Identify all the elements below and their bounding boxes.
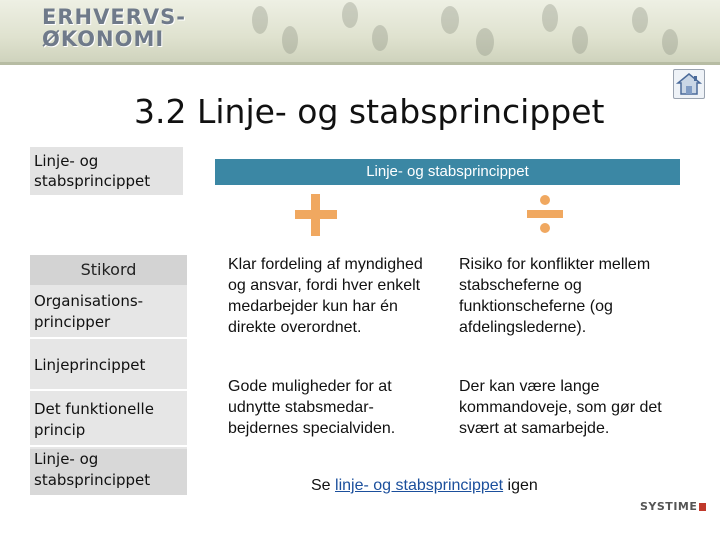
plus-icon bbox=[295, 194, 337, 236]
pro-point-1: Klar fordeling af myndighed og ansvar, fordi hver enkelt medarbejder kun har én direkte overordnet. bbox=[228, 256, 423, 336]
sidebar-divider bbox=[30, 337, 187, 339]
con-point-1: Risiko for konflikter mellem stabscheferne og funktionscheferne (og afdelingslederne). bbox=[459, 256, 651, 336]
sidebar-item-label: Linje- og stabsprincippet bbox=[34, 450, 151, 489]
footprints-decoration bbox=[200, 0, 720, 62]
current-topic-label: Linje- og stabsprincippet bbox=[30, 147, 183, 195]
divide-icon bbox=[527, 194, 563, 234]
sidebar-item-label: Linjeprincippet bbox=[34, 356, 146, 374]
sidebar-divider bbox=[30, 445, 187, 447]
pro-point-2: Gode muligheder for at udnytte stabsmedar-bejdernes specialviden. bbox=[228, 378, 396, 437]
sidebar-item-label: Organisations-principper bbox=[34, 292, 144, 331]
home-button[interactable] bbox=[673, 69, 705, 99]
sidebar-item-label: Det funktionelle princip bbox=[34, 400, 154, 439]
logo-line-1: ERHVERVS- bbox=[42, 5, 186, 29]
keyword-sidebar bbox=[30, 255, 187, 495]
brand-logo bbox=[640, 500, 706, 513]
brand-text: SYSTIME bbox=[640, 500, 698, 513]
sidebar-heading: Stikord bbox=[30, 255, 187, 285]
sidebar-item-organisationsprincipper[interactable] bbox=[30, 291, 187, 333]
revisit-link-line bbox=[311, 477, 538, 495]
revisit-prefix: Se bbox=[311, 477, 336, 494]
logo-line-2: ØKONOMI bbox=[42, 27, 165, 51]
header-banner bbox=[0, 0, 720, 65]
sidebar-item-funktionelle-princip[interactable] bbox=[30, 399, 187, 441]
revisit-suffix: igen bbox=[503, 477, 538, 494]
sidebar-item-linje-og-stabsprincippet[interactable] bbox=[30, 449, 187, 495]
revisit-link[interactable]: linje- og stabsprincippet bbox=[335, 477, 504, 494]
logo bbox=[42, 6, 186, 50]
sidebar-divider bbox=[30, 389, 187, 391]
brand-mark-icon bbox=[699, 503, 706, 511]
page-title: 3.2 Linje- og stabsprincippet bbox=[134, 92, 605, 131]
home-icon bbox=[674, 70, 704, 98]
con-point-2: Der kan være lange kommandoveje, som gør det svært at samarbejde. bbox=[459, 378, 662, 437]
content-header: Linje- og stabsprincippet bbox=[215, 159, 680, 185]
sidebar-item-linjeprincippet[interactable] bbox=[30, 355, 187, 376]
